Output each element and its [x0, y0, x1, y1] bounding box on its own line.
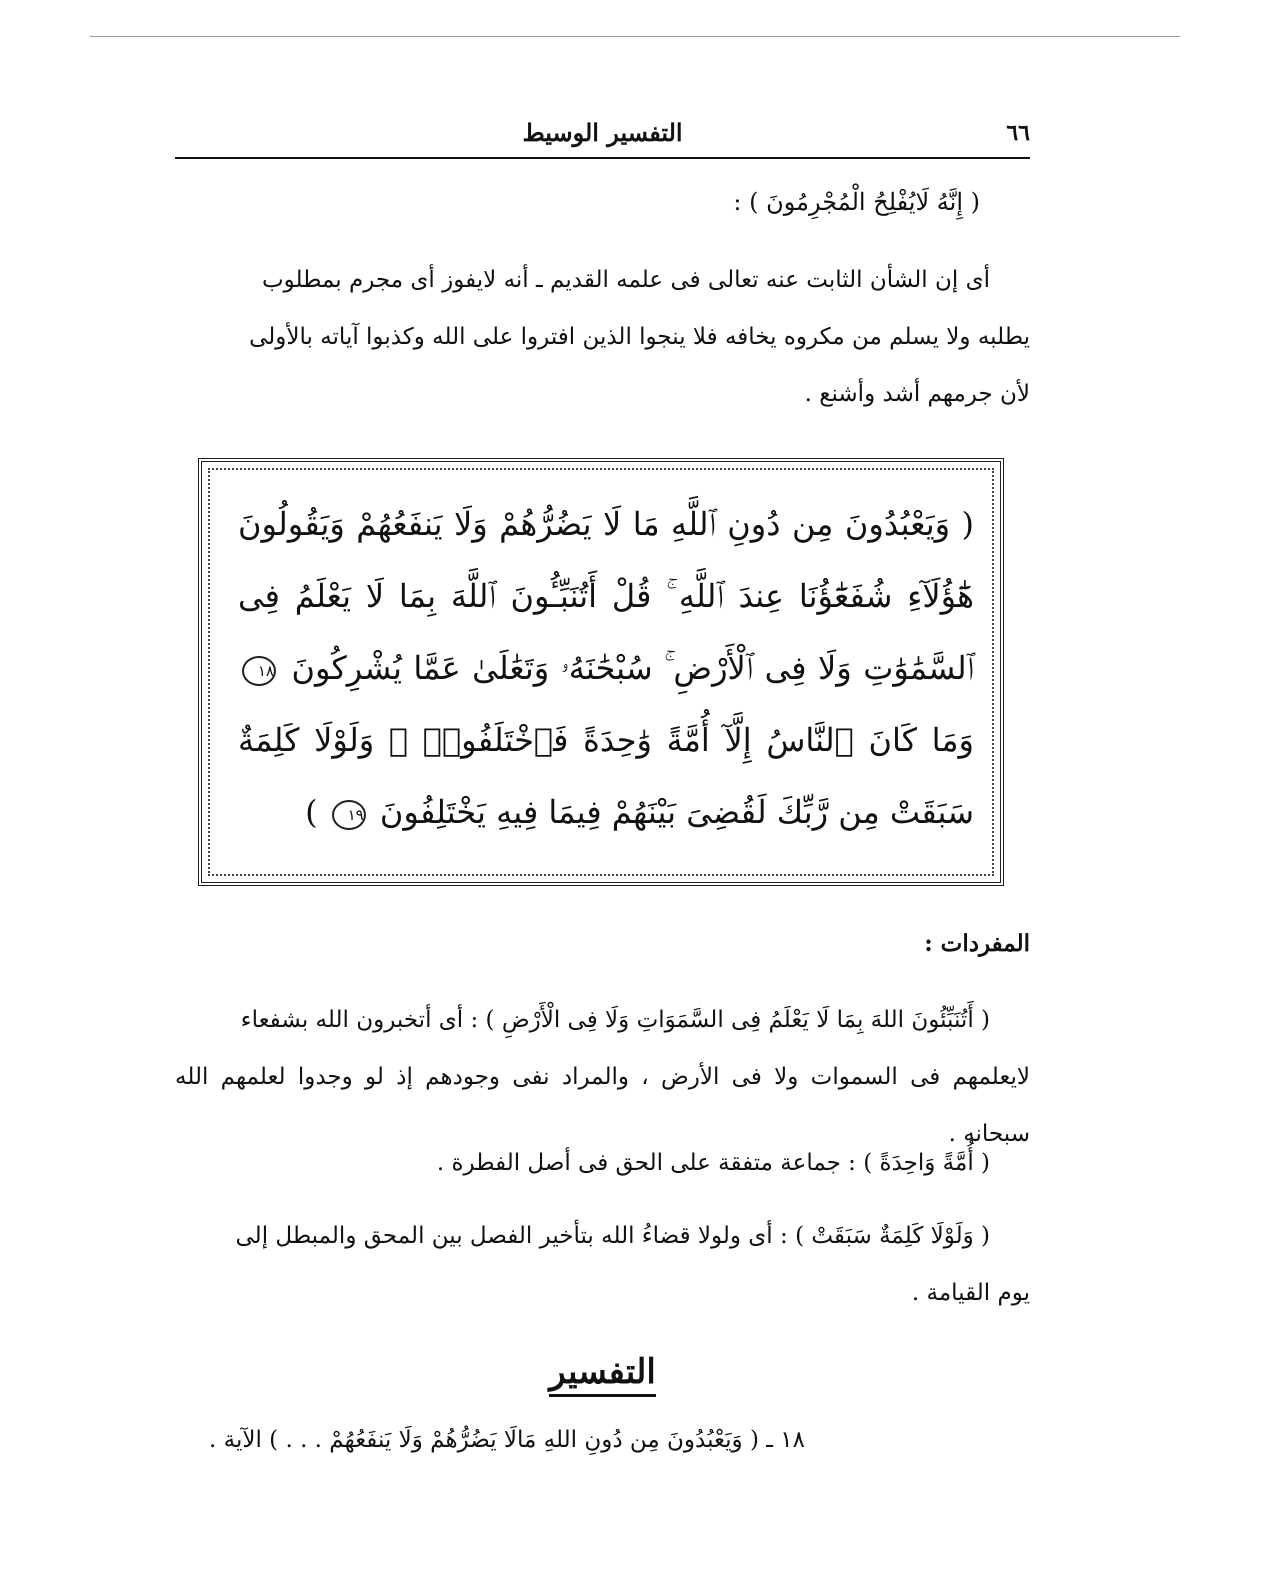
vocabulary-heading: المفردات :: [924, 930, 1030, 957]
running-title: التفسير الوسيط: [522, 118, 683, 147]
quran-verse-frame: [198, 458, 1004, 886]
verse-18: وَيَعْبُدُونَ مِن دُونِ ٱللَّهِ مَا لَا يَضُرُّهُمْ وَلَا يَنفَعُهُمْ وَيَقُولُونَ هَٰٓؤُلَآءِ شُفَعَٰٓؤُنَا عِندَ ٱللَّهِ ۚ قُلْ أَتُنَبِّـُٔونَ ٱللَّهَ بِمَا لَا يَعْلَمُ فِى ٱلسَّمَٰوَٰتِ وَلَا فِى ٱلْأَرْضِ ۚ سُبْحَٰنَهُۥ وَتَعَٰلَىٰ عَمَّا يُشْرِكُونَ: [238, 505, 975, 687]
explanation-line-1: أى إن الشأن الثابت عنه تعالى فى علمه القديم ـ أنه لايفوز أى مجرم بمطلوب: [261, 267, 990, 293]
page-header: [175, 118, 1030, 158]
vocabulary-item-2: ( أُمَّةً وَاحِدَةً ) : جماعة متفقة على الحق فى أصل الفطرة .: [436, 1150, 990, 1176]
close-bracket: ): [305, 793, 318, 831]
explanation-paragraph: [175, 252, 1030, 423]
explanation-line-2: يطلبه ولا يسلم من مكروه يخافه فلا ينجوا الذين افتروا على الله وكذبوا آياته بالأولى: [249, 324, 1030, 350]
tafsir-heading: [175, 1352, 1030, 1392]
vocabulary-item-1-line-1: ( أَتُنَبِّئُونَ اللهَ بِمَا لَا يَعْلَمُ فِى السَّمَوَاتِ وَلَا فِى الْأَرْضِ ) : أى أتخبرون الله بشفعاء: [240, 1007, 990, 1033]
quran-verses: [238, 488, 974, 848]
vocabulary-item-3-line-1: ( وَلَوْلَا كَلِمَةٌ سَبَقَتْ ) : أى ولولا قضاءُ الله بتأخير الفصل بين المحق والمبطل إلى: [235, 1223, 990, 1249]
vocabulary-item-1-line-2: لايعلمهم فى السموات ولا فى الأرض ، والمراد نفى وجودهم إذ لو وجدوا لعلمهم الله سبحانه .: [175, 1064, 1030, 1147]
tafsir-heading-text: التفسير: [549, 1352, 656, 1397]
scan-top-edge-line: [90, 36, 1180, 37]
explanation-line-3: لأن جرمهم أشد وأشنع .: [804, 381, 1030, 407]
header-rule: [175, 157, 1030, 159]
tafsir-first-line: ١٨ ـ ( وَيَعْبُدُونَ مِن دُونِ اللهِ مَالَا يَضُرُّهُمْ وَلَا يَنفَعُهُمْ . . . ) الآية .: [208, 1427, 805, 1453]
verse-19: وَمَا كَانَ ٱلنَّاسُ إِلَّآ أُمَّةً وَٰحِدَةً فَٱخْتَلَفُوا۟ ۚ وَلَوْلَا كَلِمَةٌ سَبَقَتْ مِن رَّبِّكَ لَقُضِىَ بَيْنَهُمْ فِيمَا فِيهِ يَخْتَلِفُونَ: [238, 721, 974, 831]
ayah-number-marker-19: ١٩: [332, 800, 366, 830]
vocabulary-item-3-line-2: يوم القيامة .: [911, 1280, 1030, 1306]
open-bracket: (: [961, 505, 975, 543]
verse-fragment-heading: ( إِنَّهُ لَايُفْلِحُ الْمُجْرِمُونَ ) :: [733, 188, 980, 216]
vocabulary-item-3: [175, 1208, 1030, 1322]
page-number: ٦٦: [1006, 120, 1030, 146]
ayah-number-marker-18: ١٨: [242, 656, 276, 686]
